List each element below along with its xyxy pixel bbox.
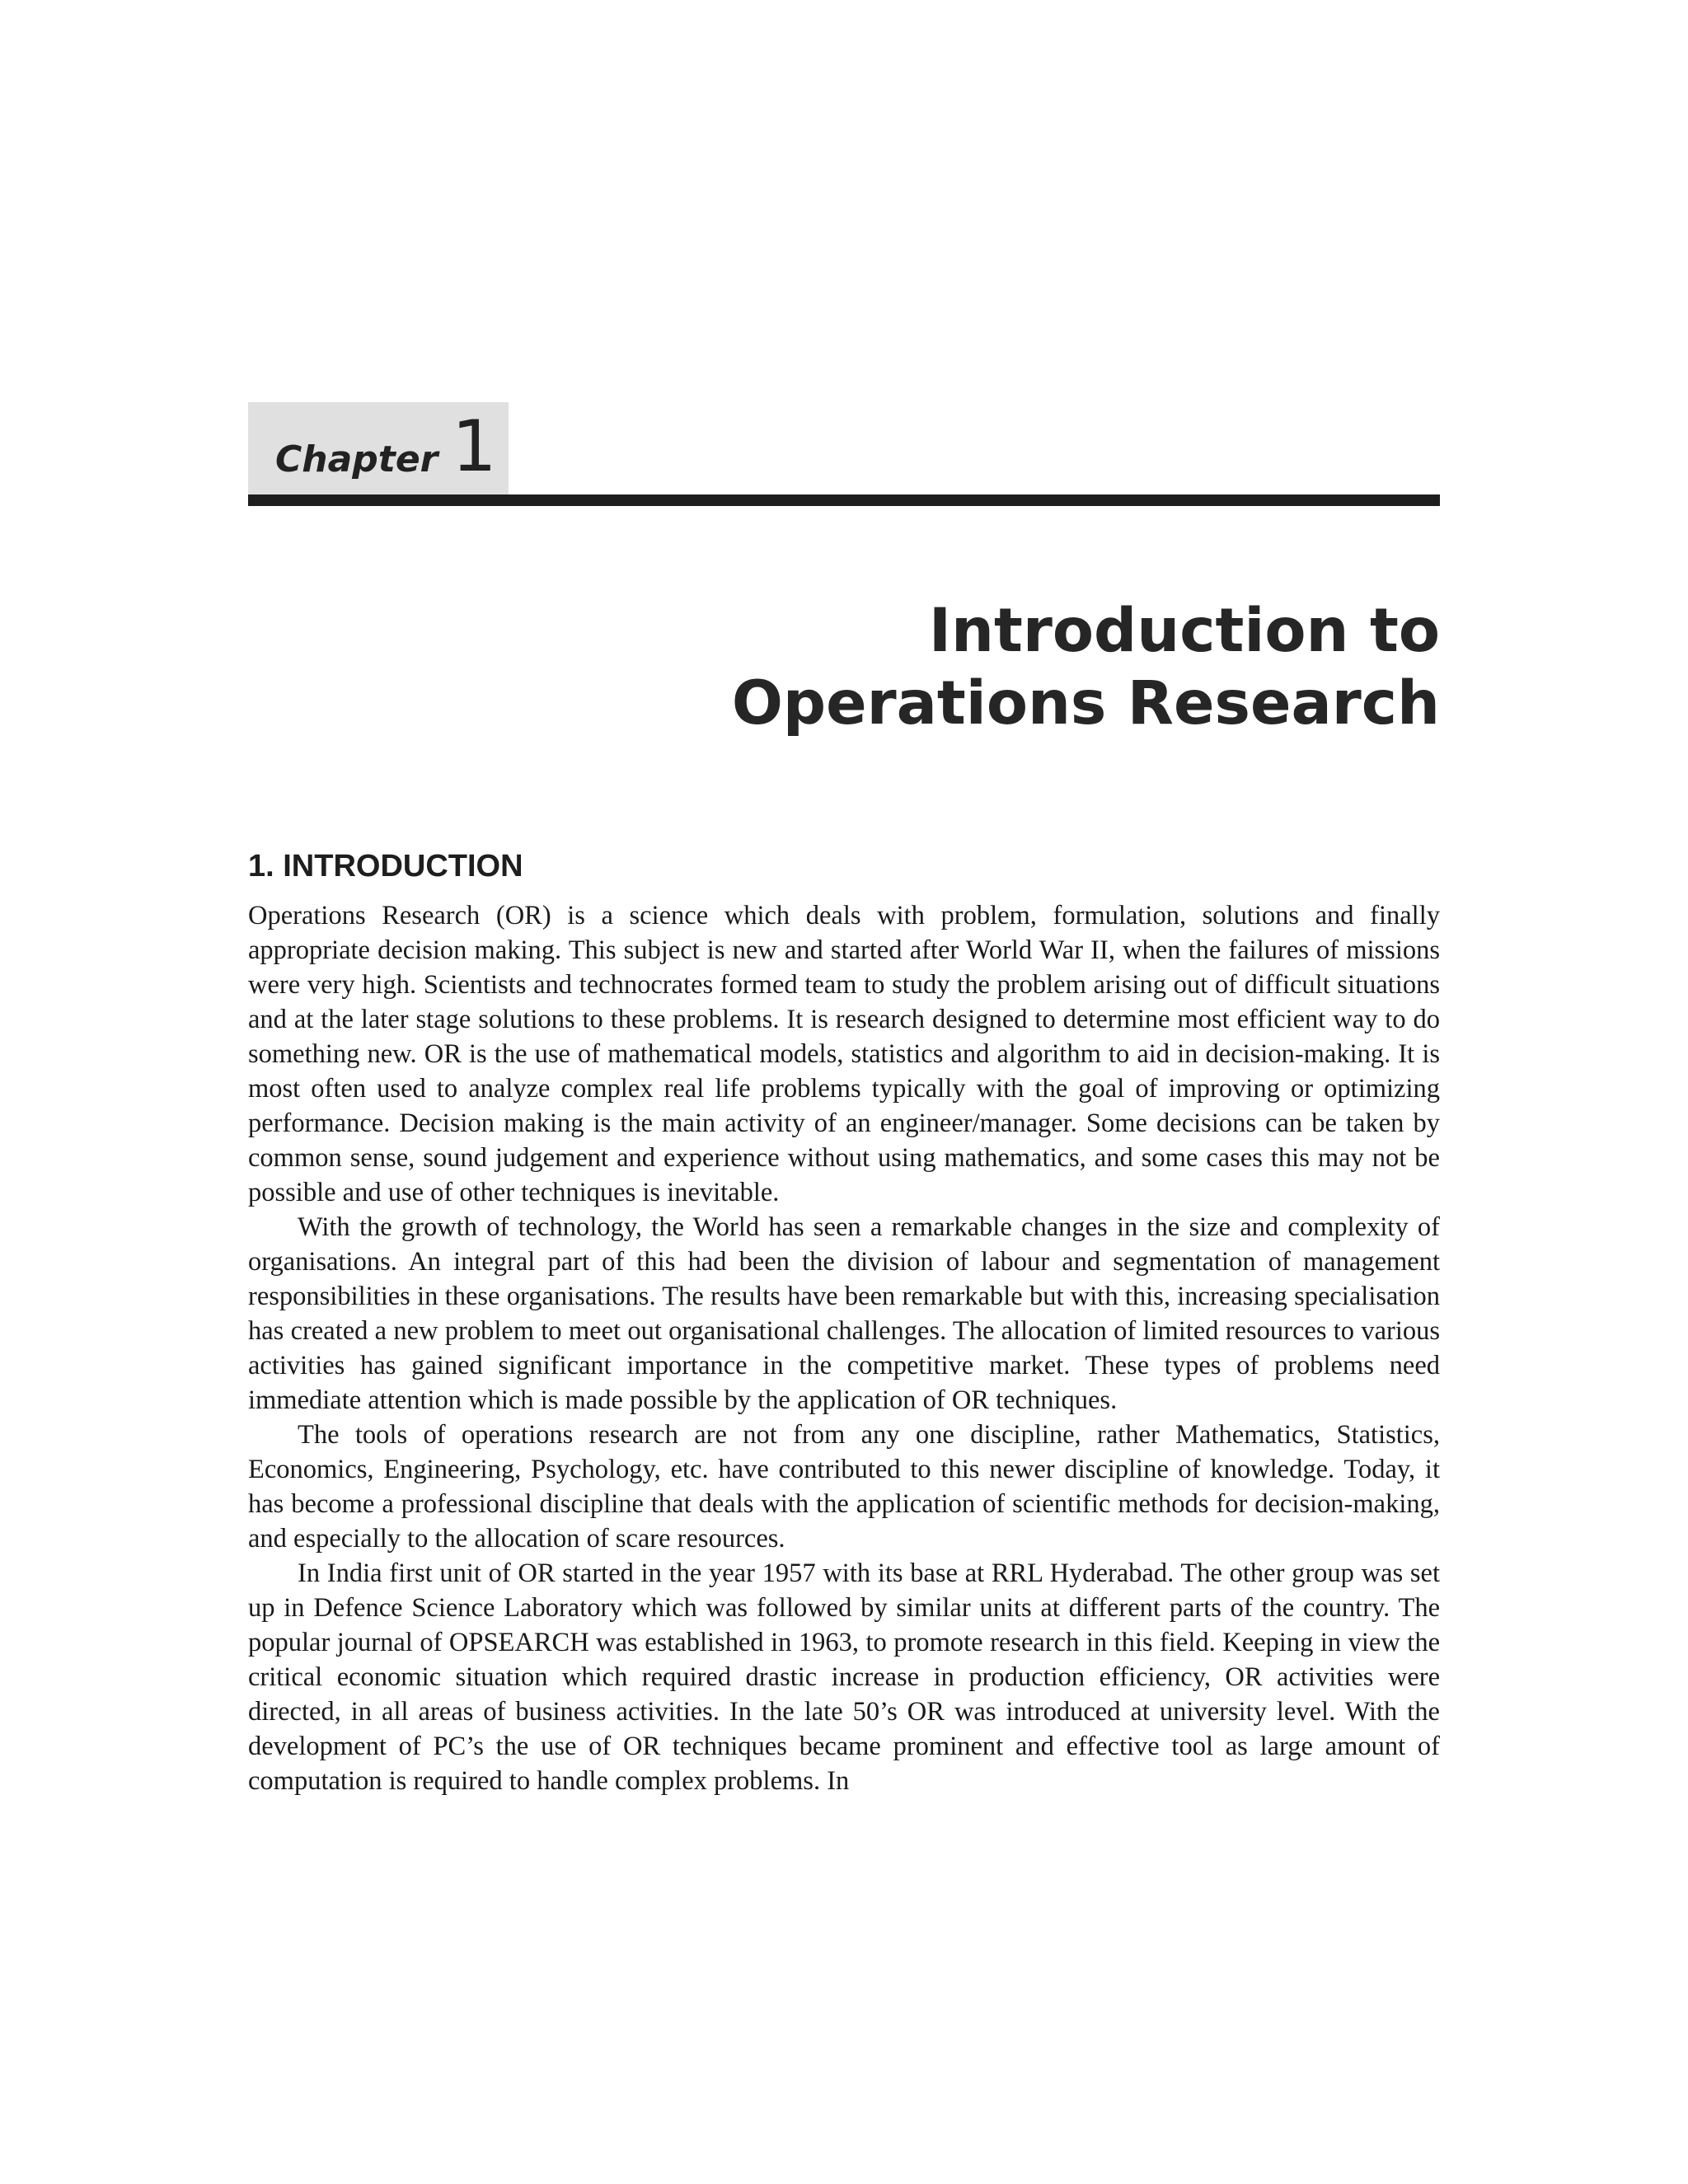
paragraph: Operations Research (OR) is a science which deals with problem, formulation, solutions and finally appropriate decision making. This subject is new and started after World War II, when the failures of missions were very high. Scientists and technocrates formed team to study the problem arising out of difficult situations and at the later stage solutions to these problems. It is research designed to determine most efficient way to do something new. OR is the use of mathematical models, statistics and algorithm to aid in decision-making. It is most often used to analyze complex real life problems typically with the goal of improving or optimizing performance. Decision making is the main activity of an engineer/manager. Some decisions can be taken by common sense, sound judgement and experience without using mathematics, and some cases this may not be possible and use of other techniques is inevitable.: [248, 901, 1440, 1207]
chapter-title: [451, 595, 1440, 740]
section-heading: 1. INTRODUCTION: [248, 849, 523, 883]
chapter-title-line-2: Operations Research: [731, 668, 1440, 738]
chapter-label: Chapter: [275, 438, 438, 480]
chapter-rule: [248, 494, 1440, 506]
paragraph: With the growth of technology, the World has seen a remarkable changes in the size and complexity of organisations. An integral part of this had been the division of labour and segmentation of management responsibilities in these organisations. The results have been remarkable but with this, increasing specialisation has created a new problem to meet out organisational challenges. The allocation of limited resources to various activities has gained significant importance in the competitive market. These types of problems need immediate attention which is made possible by the application of OR techniques.: [248, 1212, 1440, 1415]
body-text: [248, 898, 1440, 1798]
chapter-title-line-1: Introduction to: [928, 596, 1440, 666]
paragraph: The tools of operations research are not from any one discipline, rather Mathematics, Statistics, Economics, Engineering, Psychology, etc. have contributed to this newer discipline of knowledge. Today, it has become a professional discipline that deals with the application of scientific methods for decision-making, and especially to the allocation of scare resources.: [248, 1420, 1440, 1554]
chapter-number: 1: [452, 405, 497, 488]
paragraph: In India first unit of OR started in the year 1957 with its base at RRL Hyderabad. The other group was set up in Defence Science Laboratory which was followed by similar units at different parts of the country. The popular journal of OPSEARCH was established in 1963, to promote research in this field. Keeping in view the critical economic situation which required drastic increase in production efficiency, OR activities were directed, in all areas of business activities. In the late 50’s OR was introduced at university level. With the development of PC’s the use of OR techniques became prominent and effective tool as large amount of computation is required to handle complex problems. In: [248, 1558, 1440, 1796]
